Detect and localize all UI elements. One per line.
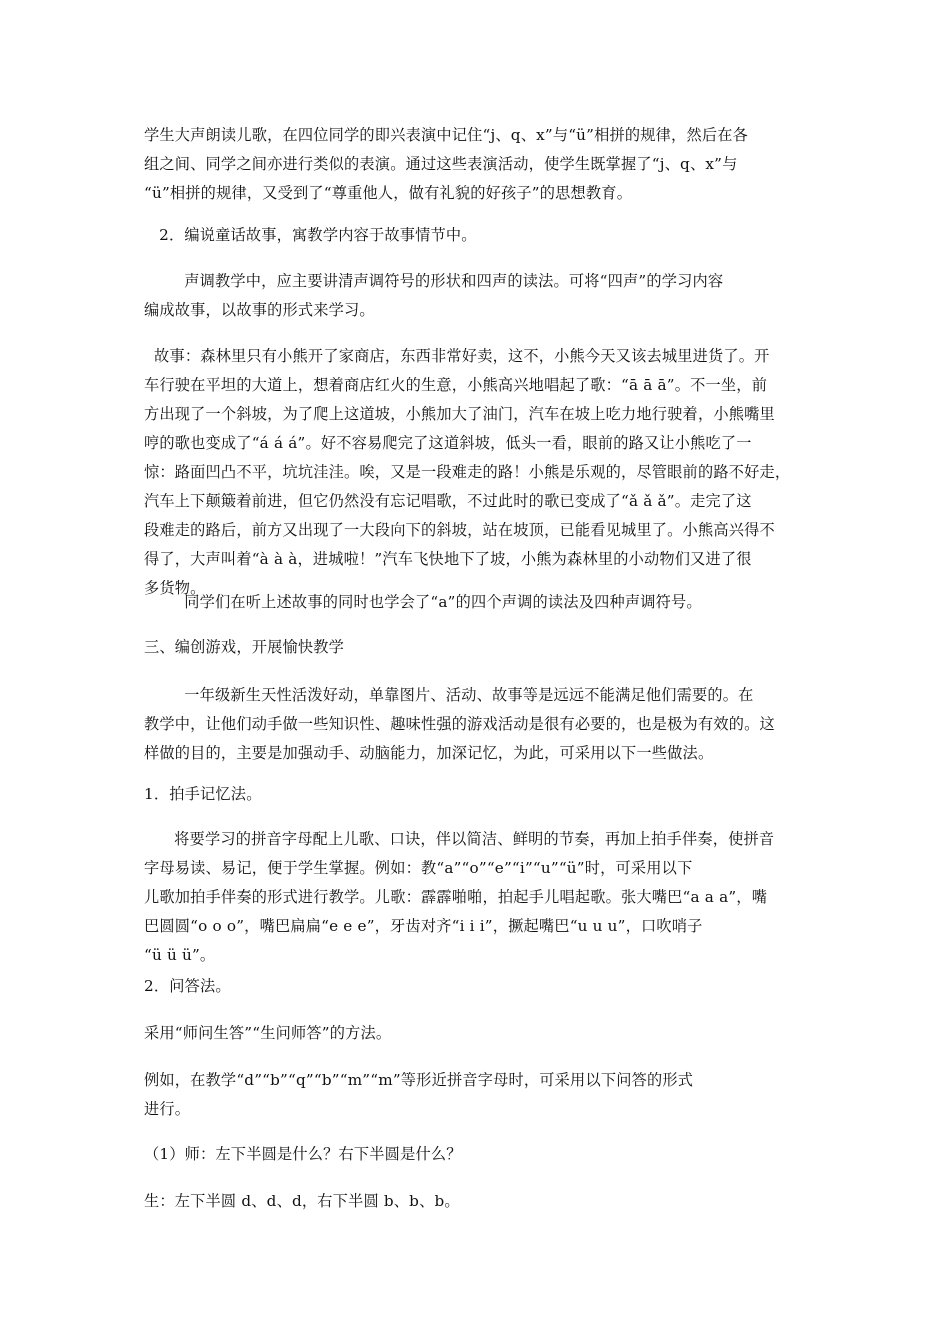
paragraph-chant-performance <box>144 121 814 208</box>
text-line: （1）师：左下半圆是什么？右下半圆是什么？ <box>144 1145 462 1163</box>
text-line: 组之间、同学之间亦进行类似的表演。通过这些表演活动，使学生既掌握了“j、q、x”与 <box>144 155 738 173</box>
text-line: 2．问答法。 <box>144 977 231 995</box>
paragraph-qa-approach <box>144 1019 814 1048</box>
text-line: 教学中，让他们动手做一些知识性、趣味性强的游戏活动是很有必要的，也是极为有效的。这 <box>144 715 775 733</box>
paragraph-teacher-question <box>144 1140 814 1169</box>
heading-fairy-tale-method <box>144 221 814 250</box>
text-line: 段难走的路后，前方又出现了一大段向下的斜坡，站在坡顶，已能看见城里了。小熊高兴得不 <box>144 521 775 539</box>
text-line: 三、编创游戏，开展愉快教学 <box>144 638 345 656</box>
paragraph-clap-method <box>144 825 814 970</box>
paragraph-games-intro <box>144 681 814 768</box>
text-line: 2．编说童话故事，寓教学内容于故事情节中。 <box>144 226 477 244</box>
heading-clap-method <box>144 780 814 809</box>
text-line: 样做的目的，主要是加强动手、动脑能力，加深记忆，为此，可采用以下一些做法。 <box>144 744 714 762</box>
text-line: 生：左下半圆 d、d、d，右下半圆 b、b、b。 <box>144 1192 460 1210</box>
text-line: 例如，在教学“d”“b”“q”“b”“m”“m”等形近拼音字母时，可采用以下问答的形式 <box>144 1071 694 1089</box>
text-line: “ü ü ü”。 <box>144 946 216 964</box>
text-line: 1．拍手记忆法。 <box>144 785 262 803</box>
paragraph-story-summary <box>144 588 814 617</box>
text-line: 汽车上下颠簸着前进，但它仍然没有忘记唱歌，不过此时的歌已变成了“ǎ ǎ ǎ”。走完了这 <box>144 492 752 510</box>
text-line: 一年级新生天性活泼好动，单靠图片、活动、故事等是远远不能满足他们需要的。在 <box>144 686 754 704</box>
paragraph-bear-story <box>144 342 814 603</box>
text-line: 方出现了一个斜坡，为了爬上这道坡，小熊加大了油门，汽车在坡上吃力地行驶着，小熊嘴里 <box>144 405 775 423</box>
text-line: 哼的歌也变成了“á á á”。好不容易爬完了这道斜坡，低头一看，眼前的路又让小熊吃了一 <box>144 434 752 452</box>
heading-qa-method <box>144 972 814 1001</box>
text-line: 同学们在听上述故事的同时也学会了“a”的四个声调的读法及四种声调符号。 <box>144 593 702 611</box>
text-line: 多货物。 <box>144 579 206 597</box>
section-heading-games <box>144 633 814 662</box>
text-line: 将要学习的拼音字母配上儿歌、口诀，伴以简洁、鲜明的节奏，再加上拍手伴奏，使拼音 <box>144 830 775 848</box>
text-line: 车行驶在平坦的大道上，想着商店红火的生意，小熊高兴地唱起了歌：“ā ā ā”。不一坐，前 <box>144 376 768 394</box>
paragraph-qa-example <box>144 1066 814 1124</box>
text-line: 惊：路面凹凸不平，坑坑洼洼。唉，又是一段难走的路！小熊是乐观的，尽管眼前的路不好走， <box>144 463 791 481</box>
text-line: 进行。 <box>144 1100 191 1118</box>
text-line: “ü”相拼的规律，又受到了“尊重他人，做有礼貌的好孩子”的思想教育。 <box>144 184 633 202</box>
text-line: 儿歌加拍手伴奏的形式进行教学。儿歌：霹霹啪啪，拍起手儿唱起歌。张大嘴巴“a a a”，嘴 <box>144 888 768 906</box>
text-line: 巴圆圆“o o o”，嘴巴扁扁“e e e”，牙齿对齐“i i i”，撅起嘴巴“u u u”，口吹哨子 <box>144 917 703 935</box>
text-line: 得了，大声叫着“à à à，进城啦！”汽车飞快地下了坡，小熊为森林里的小动物们又进了很 <box>144 550 752 568</box>
text-line: 故事：森林里只有小熊开了家商店，东西非常好卖，这不，小熊今天又该去城里进货了。开 <box>144 347 770 365</box>
text-line: 字母易读、易记，便于学生掌握。例如：教“a”“o”“e”“i”“u”“ü”时，可采用以下 <box>144 859 693 877</box>
text-line: 学生大声朗读儿歌，在四位同学的即兴表演中记住“j、q、x”与“ü”相拼的规律，然后在各 <box>144 126 748 144</box>
text-line: 编成故事，以故事的形式来学习。 <box>144 301 375 319</box>
text-line: 声调教学中，应主要讲清声调符号的形状和四声的读法。可将“四声”的学习内容 <box>144 272 724 290</box>
paragraph-student-answer <box>144 1187 814 1216</box>
text-line: 采用“师问生答”“生问师答”的方法。 <box>144 1024 392 1042</box>
paragraph-tone-teaching <box>144 267 814 325</box>
